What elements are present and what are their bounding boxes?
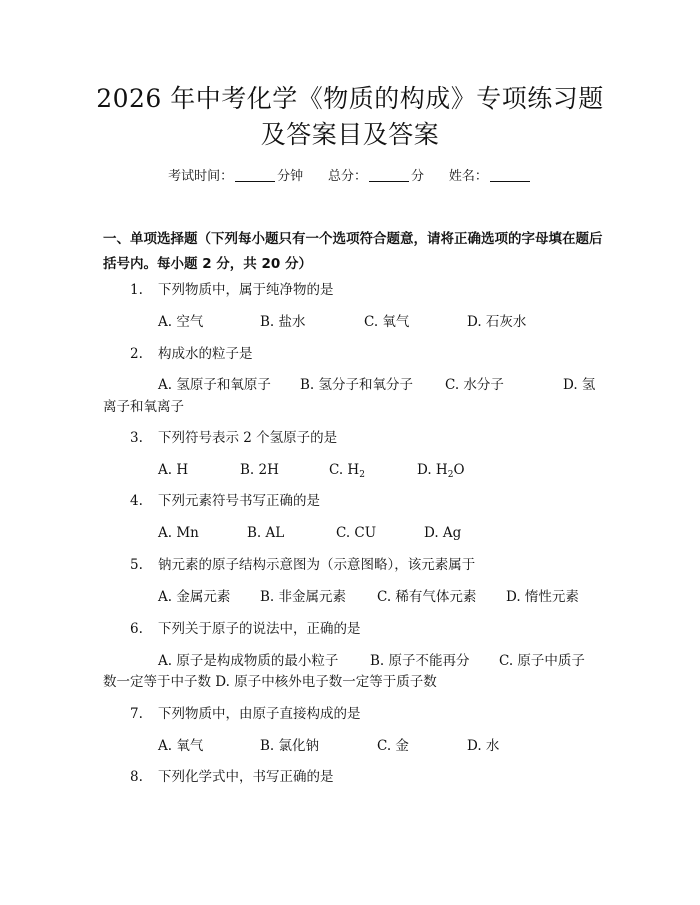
question-number: 1.	[130, 282, 143, 298]
option-d[interactable]: D. Ag	[424, 525, 462, 541]
option-d[interactable]: D. 水	[467, 738, 500, 754]
question-4	[130, 490, 320, 512]
question-text: 下列符号表示 2 个氢原子的是	[158, 430, 338, 446]
question-3	[130, 427, 337, 449]
exam-meta	[0, 166, 700, 188]
option-c[interactable]: C. CU	[336, 525, 377, 541]
question-text: 下列元素符号书写正确的是	[158, 493, 320, 509]
question-number: 8.	[130, 769, 143, 785]
option-c[interactable]: C. 原子中质子	[499, 653, 585, 669]
score-unit: 分	[411, 169, 425, 184]
name-label: 姓名：	[448, 169, 488, 184]
question-number: 4.	[130, 493, 143, 509]
question-number: 3.	[130, 430, 143, 446]
option-b[interactable]: B. 盐水	[260, 314, 306, 330]
option-d[interactable]: D. 氢	[563, 377, 596, 393]
question-text: 钠元素的原子结构示意图为（示意图略），该元素属于	[158, 557, 476, 573]
option-a[interactable]: A. 金属元素	[158, 589, 231, 605]
question-number: 7.	[130, 706, 143, 722]
option-a[interactable]: A. 氧气	[158, 738, 204, 754]
option-a[interactable]: A. 空气	[158, 314, 204, 330]
options-6-continued: 数一定等于中子数 D. 原子中核外电子数一定等于质子数	[103, 674, 437, 690]
question-text: 下列物质中，属于纯净物的是	[158, 282, 334, 298]
option-c[interactable]: C. 氧气	[364, 314, 410, 330]
question-text: 下列关于原子的说法中，正确的是	[158, 621, 361, 637]
question-number: 2.	[130, 346, 143, 362]
option-b[interactable]: B. 原子不能再分	[370, 653, 470, 669]
option-c[interactable]: C. $H_2$	[329, 462, 365, 480]
option-b[interactable]: B. 氢分子和氧分子	[300, 377, 414, 393]
option-c[interactable]: C. 金	[377, 738, 409, 754]
page-title-line2: 及答案目及答案	[260, 120, 440, 149]
option-d[interactable]: D. 惰性元素	[506, 589, 579, 605]
question-5	[130, 554, 475, 576]
question-6	[130, 618, 361, 640]
option-d-continued: 离子和氧离子	[103, 399, 184, 415]
option-b[interactable]: B. 2H	[240, 462, 279, 478]
option-d[interactable]: D. 石灰水	[467, 314, 527, 330]
option-b[interactable]: B. AL	[247, 525, 285, 541]
option-a[interactable]: A. H	[158, 462, 189, 478]
question-text: 构成水的粒子是	[158, 346, 253, 362]
section-heading: 一、单项选择题（下列每小题只有一个选项符合题意，请将正确选项的字母填在题后括号内。每小题 2 分，共 20 分）	[103, 231, 603, 272]
question-text: 下列化学式中，书写正确的是	[158, 769, 334, 785]
score-label: 总分：	[327, 169, 367, 184]
option-b[interactable]: B. 氯化钠	[260, 738, 320, 754]
question-2	[130, 343, 253, 365]
time-unit: 分钟	[277, 169, 304, 184]
option-c[interactable]: C. 水分子	[445, 377, 504, 393]
question-text: 下列物质中，由原子直接构成的是	[158, 706, 361, 722]
question-8	[130, 766, 334, 788]
time-blank[interactable]	[235, 167, 275, 182]
question-7	[130, 703, 361, 725]
score-blank[interactable]	[369, 167, 409, 182]
option-a[interactable]: A. 氢原子和氧原子	[158, 377, 271, 393]
option-c[interactable]: C. 稀有气体元素	[377, 589, 477, 605]
page-title-line1: 2026 年中考化学《物质的构成》专项练习题	[96, 84, 604, 113]
option-a[interactable]: A. 原子是构成物质的最小粒子	[158, 653, 339, 669]
question-number: 6.	[130, 621, 143, 637]
option-b[interactable]: B. 非金属元素	[260, 589, 347, 605]
name-blank[interactable]	[490, 167, 530, 182]
option-a[interactable]: A. Mn	[158, 525, 199, 541]
option-d[interactable]: D. $H_2O$	[417, 462, 465, 480]
question-number: 5.	[130, 557, 143, 573]
question-1	[130, 279, 334, 301]
time-label: 考试时间：	[168, 169, 234, 184]
